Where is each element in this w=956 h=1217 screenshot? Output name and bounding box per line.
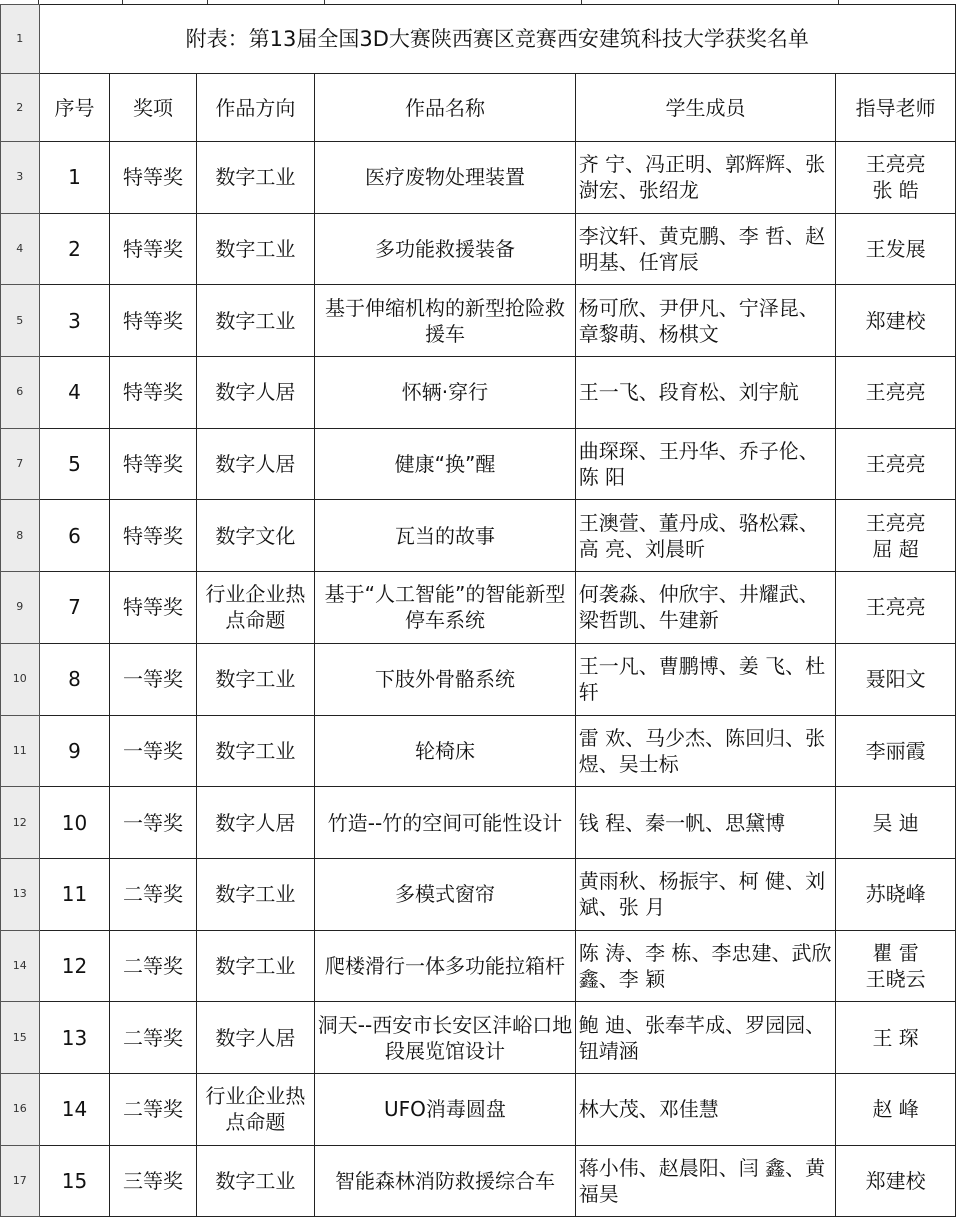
header-members: 学生成员 bbox=[575, 74, 836, 142]
cell-direction: 数字人居 bbox=[196, 428, 315, 500]
table-row bbox=[1, 930, 956, 1002]
cell-members: 李汶轩、黄克鹏、李 哲、赵明基、任宵辰 bbox=[575, 213, 836, 285]
table-row bbox=[1, 142, 956, 214]
cell-award: 二等奖 bbox=[110, 858, 196, 930]
cell-members: 黄雨秋、杨振宇、柯 健、刘 斌、张 月 bbox=[575, 858, 836, 930]
table-row bbox=[1, 787, 956, 859]
cell-award: 二等奖 bbox=[110, 930, 196, 1002]
table-row bbox=[1, 500, 956, 572]
cell-work: 健康“换”醒 bbox=[315, 428, 576, 500]
cell-teacher: 王亮亮 张 皓 bbox=[836, 142, 956, 214]
cell-award: 特等奖 bbox=[110, 500, 196, 572]
cell-award: 二等奖 bbox=[110, 1073, 196, 1145]
table-row bbox=[1, 213, 956, 285]
table-row bbox=[1, 715, 956, 787]
cell-no: 1 bbox=[39, 142, 110, 214]
cell-teacher: 王亮亮 bbox=[836, 357, 956, 429]
header-direction: 作品方向 bbox=[196, 74, 315, 142]
cell-award: 特等奖 bbox=[110, 572, 196, 644]
cell-members: 钱 程、秦一帆、思黛博 bbox=[575, 787, 836, 859]
table-row bbox=[1, 428, 956, 500]
table-row bbox=[1, 643, 956, 715]
cell-work: 下肢外骨骼系统 bbox=[315, 643, 576, 715]
cell-no: 3 bbox=[39, 285, 110, 357]
cell-no: 10 bbox=[39, 787, 110, 859]
cell-teacher: 王亮亮 屈 超 bbox=[836, 500, 956, 572]
row-number: 1 bbox=[1, 5, 40, 74]
row-number: 8 bbox=[1, 500, 40, 572]
table-row bbox=[1, 1073, 956, 1145]
cell-direction: 数字人居 bbox=[196, 1002, 315, 1074]
row-number: 11 bbox=[1, 715, 40, 787]
cell-work: 轮椅床 bbox=[315, 715, 576, 787]
cell-work: 基于“人工智能”的智能新型停车系统 bbox=[315, 572, 576, 644]
row-number: 7 bbox=[1, 428, 40, 500]
header-teacher: 指导老师 bbox=[836, 74, 956, 142]
cell-direction: 行业企业热点命题 bbox=[196, 572, 315, 644]
table-row bbox=[1, 572, 956, 644]
cell-no: 6 bbox=[39, 500, 110, 572]
cell-direction: 数字人居 bbox=[196, 787, 315, 859]
cell-members: 陈 涛、李 栋、李忠建、武欣鑫、李 颖 bbox=[575, 930, 836, 1002]
cell-award: 三等奖 bbox=[110, 1145, 196, 1217]
cell-work: 多模式窗帘 bbox=[315, 858, 576, 930]
cell-teacher: 王发展 bbox=[836, 213, 956, 285]
cell-no: 15 bbox=[39, 1145, 110, 1217]
row-number: 15 bbox=[1, 1002, 40, 1074]
cell-teacher: 李丽霞 bbox=[836, 715, 956, 787]
cell-award: 特等奖 bbox=[110, 142, 196, 214]
cell-no: 4 bbox=[39, 357, 110, 429]
cell-work: 竹造--竹的空间可能性设计 bbox=[315, 787, 576, 859]
cell-direction: 数字人居 bbox=[196, 357, 315, 429]
row-number: 16 bbox=[1, 1073, 40, 1145]
award-table bbox=[0, 4, 956, 1217]
table-row bbox=[1, 1002, 956, 1074]
header-work: 作品名称 bbox=[315, 74, 576, 142]
cell-award: 特等奖 bbox=[110, 285, 196, 357]
cell-teacher: 吴 迪 bbox=[836, 787, 956, 859]
cell-no: 14 bbox=[39, 1073, 110, 1145]
header-award: 奖项 bbox=[110, 74, 196, 142]
cell-teacher: 王亮亮 bbox=[836, 428, 956, 500]
cell-direction: 数字工业 bbox=[196, 285, 315, 357]
cell-teacher: 赵 峰 bbox=[836, 1073, 956, 1145]
cell-members: 王一凡、曹鹏博、姜 飞、杜 轩 bbox=[575, 643, 836, 715]
table-title: 附表：第13届全国3D大赛陕西赛区竞赛西安建筑科技大学获奖名单 bbox=[39, 5, 955, 74]
cell-members: 蒋小伟、赵晨阳、闫 鑫、黄福昊 bbox=[575, 1145, 836, 1217]
cell-work: UFO消毒圆盘 bbox=[315, 1073, 576, 1145]
cell-members: 何袭淼、仲欣宇、井耀武、梁哲凯、牛建新 bbox=[575, 572, 836, 644]
row-number: 10 bbox=[1, 643, 40, 715]
row-number: 4 bbox=[1, 213, 40, 285]
cell-work: 基于伸缩机构的新型抢险救援车 bbox=[315, 285, 576, 357]
cell-work: 洞天--西安市长安区沣峪口地段展览馆设计 bbox=[315, 1002, 576, 1074]
cell-award: 特等奖 bbox=[110, 357, 196, 429]
row-number: 5 bbox=[1, 285, 40, 357]
cell-teacher: 郑建校 bbox=[836, 285, 956, 357]
row-number: 2 bbox=[1, 74, 40, 142]
cell-direction: 数字工业 bbox=[196, 930, 315, 1002]
cell-members: 雷 欢、马少杰、陈回归、张 煜、吴士标 bbox=[575, 715, 836, 787]
cell-teacher: 苏晓峰 bbox=[836, 858, 956, 930]
cell-no: 5 bbox=[39, 428, 110, 500]
title-row bbox=[1, 5, 956, 74]
cell-award: 一等奖 bbox=[110, 643, 196, 715]
row-number: 6 bbox=[1, 357, 40, 429]
cell-award: 一等奖 bbox=[110, 787, 196, 859]
cell-no: 11 bbox=[39, 858, 110, 930]
header-no: 序号 bbox=[39, 74, 110, 142]
row-number: 3 bbox=[1, 142, 40, 214]
cell-direction: 数字文化 bbox=[196, 500, 315, 572]
row-number: 12 bbox=[1, 787, 40, 859]
row-number: 13 bbox=[1, 858, 40, 930]
cell-members: 林大茂、邓佳慧 bbox=[575, 1073, 836, 1145]
cell-direction: 数字工业 bbox=[196, 643, 315, 715]
cell-work: 怀辆·穿行 bbox=[315, 357, 576, 429]
row-number: 14 bbox=[1, 930, 40, 1002]
cell-teacher: 聂阳文 bbox=[836, 643, 956, 715]
header-row bbox=[1, 74, 956, 142]
cell-members: 鲍 迪、张奉芊成、罗园园、钮靖涵 bbox=[575, 1002, 836, 1074]
cell-award: 二等奖 bbox=[110, 1002, 196, 1074]
row-number: 9 bbox=[1, 572, 40, 644]
cell-direction: 数字工业 bbox=[196, 715, 315, 787]
table-row bbox=[1, 1145, 956, 1217]
cell-no: 9 bbox=[39, 715, 110, 787]
cell-work: 医疗废物处理装置 bbox=[315, 142, 576, 214]
cell-direction: 数字工业 bbox=[196, 142, 315, 214]
cell-work: 智能森林消防救援综合车 bbox=[315, 1145, 576, 1217]
table-row bbox=[1, 858, 956, 930]
cell-members: 齐 宁、冯正明、郭辉辉、张澍宏、张绍龙 bbox=[575, 142, 836, 214]
cell-teacher: 瞿 雷 王晓云 bbox=[836, 930, 956, 1002]
cell-direction: 数字工业 bbox=[196, 213, 315, 285]
cell-no: 2 bbox=[39, 213, 110, 285]
cell-no: 8 bbox=[39, 643, 110, 715]
table-row bbox=[1, 357, 956, 429]
cell-members: 王澳萱、董丹成、骆松霖、高 亮、刘晨昕 bbox=[575, 500, 836, 572]
cell-work: 瓦当的故事 bbox=[315, 500, 576, 572]
cell-teacher: 王亮亮 bbox=[836, 572, 956, 644]
cell-no: 7 bbox=[39, 572, 110, 644]
cell-teacher: 王 琛 bbox=[836, 1002, 956, 1074]
cell-work: 爬楼滑行一体多功能拉箱杆 bbox=[315, 930, 576, 1002]
cell-direction: 数字工业 bbox=[196, 1145, 315, 1217]
cell-members: 王一飞、段育松、刘宇航 bbox=[575, 357, 836, 429]
table-row bbox=[1, 285, 956, 357]
cell-work: 多功能救援装备 bbox=[315, 213, 576, 285]
cell-award: 特等奖 bbox=[110, 213, 196, 285]
cell-direction: 数字工业 bbox=[196, 858, 315, 930]
cell-award: 一等奖 bbox=[110, 715, 196, 787]
cell-direction: 行业企业热点命题 bbox=[196, 1073, 315, 1145]
cell-no: 12 bbox=[39, 930, 110, 1002]
row-number: 17 bbox=[1, 1145, 40, 1217]
cell-award: 特等奖 bbox=[110, 428, 196, 500]
cell-members: 杨可欣、尹伊凡、宁泽昆、章黎萌、杨棋文 bbox=[575, 285, 836, 357]
cell-teacher: 郑建校 bbox=[836, 1145, 956, 1217]
cell-no: 13 bbox=[39, 1002, 110, 1074]
cell-members: 曲琛琛、王丹华、乔子伦、陈 阳 bbox=[575, 428, 836, 500]
